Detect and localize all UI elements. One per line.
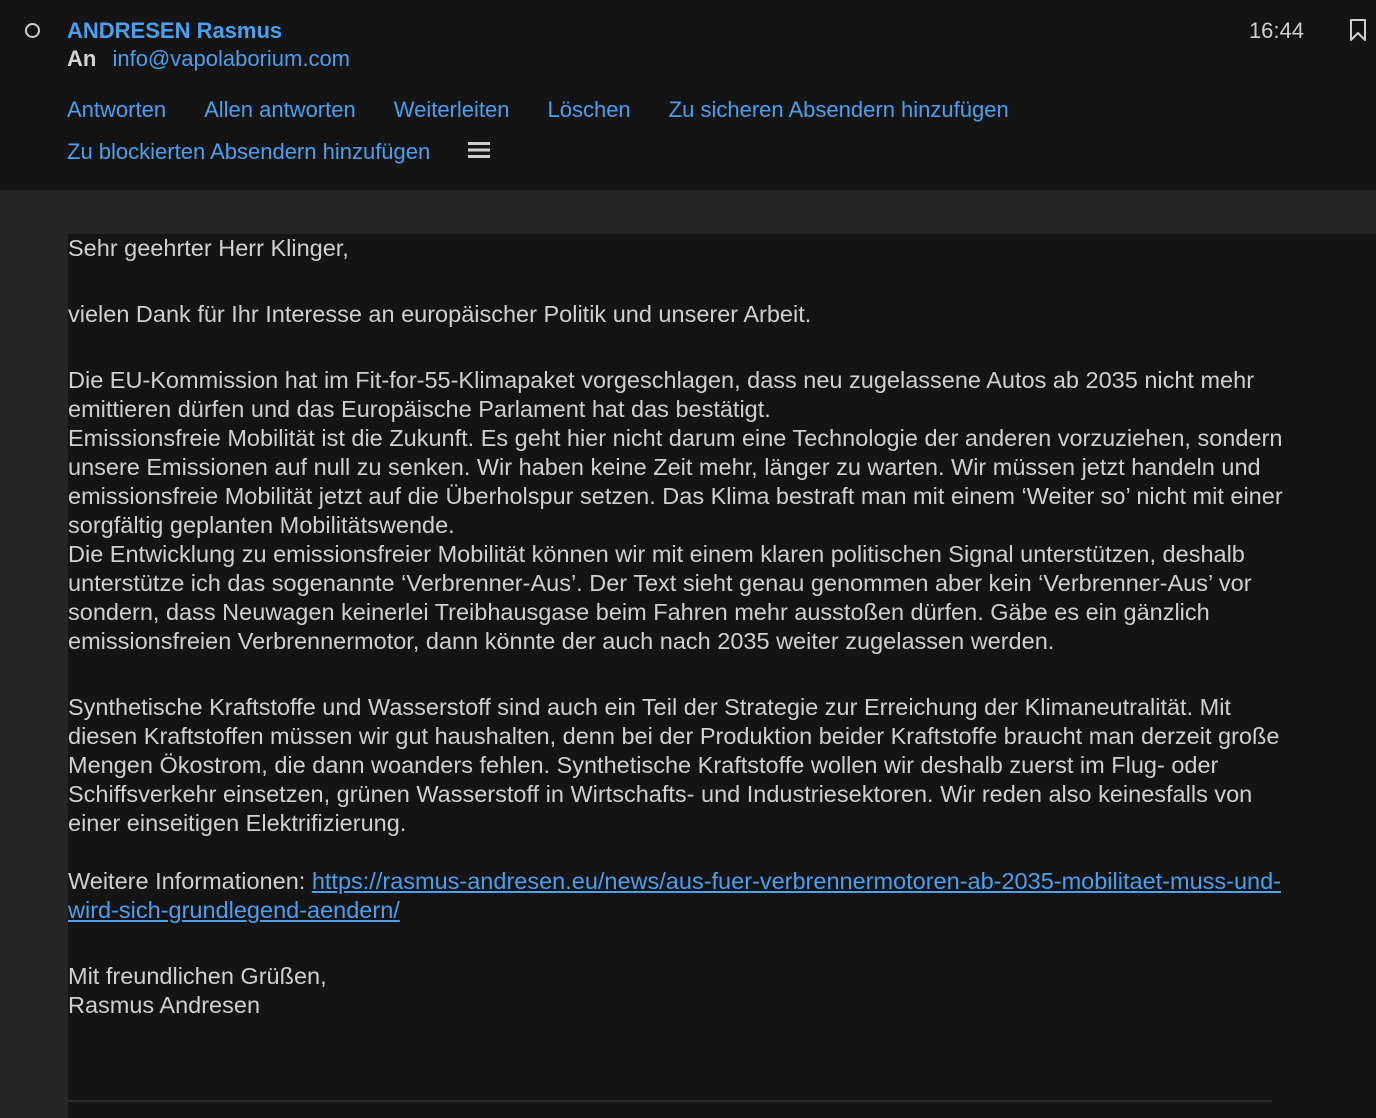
header-divider	[0, 190, 1376, 234]
paragraph-thanks: vielen Dank für Ihr Interesse an europäischer Politik und unserer Arbeit.	[68, 301, 812, 327]
sender-name[interactable]: ANDRESEN Rasmus	[67, 18, 283, 43]
add-blocked-sender-button[interactable]: Zu blockierten Absendern hinzufügen	[67, 139, 431, 164]
message-actions-toolbar	[67, 89, 1127, 173]
left-margin-band	[0, 234, 68, 1118]
reply-button[interactable]: Antworten	[67, 97, 167, 122]
reply-all-button[interactable]: Allen antworten	[204, 97, 356, 122]
greeting: Sehr geehrter Herr Klinger,	[68, 235, 349, 261]
info-paragraph	[68, 867, 1298, 925]
add-safe-sender-button[interactable]: Zu sicheren Absendern hinzufügen	[668, 97, 1009, 122]
spacer	[68, 329, 1298, 366]
signature: Rasmus Andresen	[68, 992, 261, 1018]
select-radio-icon[interactable]	[25, 23, 40, 38]
received-time: 16:44	[1248, 18, 1304, 43]
recipient-address[interactable]: info@vapolaborium.com	[112, 46, 351, 71]
delete-button[interactable]: Löschen	[547, 97, 631, 122]
signature-divider	[68, 1100, 1272, 1102]
spacer	[68, 263, 1298, 300]
spacer	[68, 656, 1298, 693]
paragraph-synthetic-fuels: Synthetische Kraftstoffe und Wasserstoff sind auch ein Teil der Strategie zur Erreichung der Klimaneutralität. Mit diesen Kraftstoffen müssen wir gut haushalten, denn bei der Produktion beider Kraftstoffe braucht man derzeit große Mengen Ökostrom, die dann woanders fehlen. Synthetische Kraftstoffe wollen wir deshalb zuerst im Flug- oder Schiffsverkehr einsetzen, grünen Wasserstoff in Wirtschafts- und Industriesektoren. Wir reden also keinesfalls von einer einseitigen Elektrifizierung.	[68, 694, 1280, 836]
forward-button[interactable]: Weiterleiten	[393, 97, 510, 122]
recipient-row	[67, 45, 350, 73]
message-body	[68, 234, 1376, 1118]
info-link[interactable]: https://rasmus-andresen.eu/news/aus-fuer-verbrennermotoren-ab-2035-mobilitaet-muss-und-wird-sich-grundlegend-aendern/	[68, 868, 1281, 923]
bookmark-icon[interactable]	[1348, 18, 1368, 42]
closing: Mit freundlichen Grüßen,	[68, 963, 327, 989]
hamburger-menu-icon[interactable]	[468, 141, 490, 159]
spacer	[68, 925, 1298, 962]
paragraph-combustion-ban: Die Entwicklung zu emissionsfreier Mobilität können wir mit einem klaren politischen Signal unterstützen, deshalb unterstütze ich das sogenannte ‘Verbrenner-Aus’. Der Text sieht genau genommen aber kein ‘Verbrenner-Aus’ vor sondern, dass Neuwagen keinerlei Treibhausgase beim Fahren mehr ausstoßen dürfen. Gäbe es ein gänzlich emissionsfreien Verbrennermotor, dann könnte der auch nach 2035 weiter zugelassen werden.	[68, 541, 1252, 654]
spacer	[68, 838, 1298, 867]
paragraph-zero-emission: Emissionsfreie Mobilität ist die Zukunft. Es geht hier nicht darum eine Technologie der anderen vorzuziehen, sondern unsere Emissionen auf null zu senken. Wir haben keine Zeit mehr, länger zu warten. Wir müssen jetzt handeln und emissionsfreie Mobilität jetzt auf die Überholspur setzen. Das Klima bestraft man mit einem ‘Weiter so’ nicht mit einer sorgfältig geplanten Mobilitätswende.	[68, 425, 1283, 538]
paragraph-commission: Die EU-Kommission hat im Fit-for-55-Klimapaket vorgeschlagen, dass neu zugelassene Autos ab 2035 nicht mehr emittieren dürfen und das Europäische Parlament hat das bestätigt.	[68, 367, 1255, 422]
recipient-label: An	[67, 46, 97, 71]
info-label: Weitere Informationen:	[68, 868, 312, 894]
message-text	[68, 234, 1298, 1020]
message-header	[0, 0, 1376, 190]
